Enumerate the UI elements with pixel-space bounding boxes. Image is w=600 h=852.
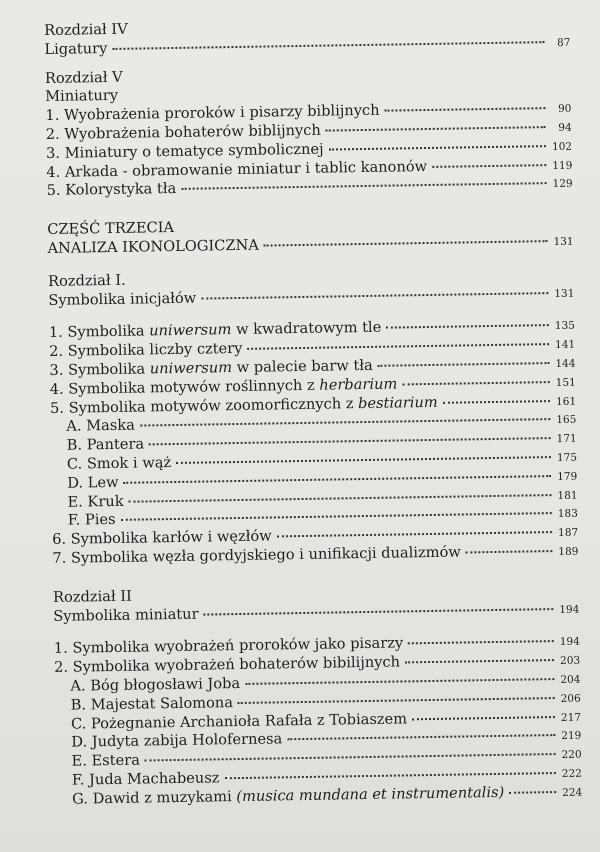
dot-leader xyxy=(386,324,549,329)
entry-label: 3. Miniatury o tematyce symbolicznej xyxy=(45,140,324,162)
entry-label: 2. Symbolika wyobrażeń bohaterów bibilijnych xyxy=(54,653,401,677)
dot-leader xyxy=(247,343,549,350)
dot-leader xyxy=(145,753,556,761)
page-number: 220 xyxy=(561,748,582,762)
entry-label: 4. Arkada - obramowanie miniatur i tablic kanonów xyxy=(46,157,428,181)
page-number: 189 xyxy=(558,545,579,558)
dot-leader xyxy=(238,697,555,704)
page-number: 181 xyxy=(557,489,578,502)
dot-leader xyxy=(112,41,544,50)
page-number: 129 xyxy=(552,178,573,191)
page-number: 135 xyxy=(554,320,575,333)
page-number: 175 xyxy=(556,451,578,464)
chapter-2-heading: Rozdział II xyxy=(52,587,132,606)
page-number: 151 xyxy=(555,376,576,389)
dot-leader xyxy=(149,437,551,445)
chapter-1-title: Symbolika inicjałów xyxy=(48,289,197,309)
page-number: 87 xyxy=(556,36,571,49)
page-number: 206 xyxy=(560,692,581,705)
dot-leader xyxy=(224,772,555,779)
page-number: 194 xyxy=(559,635,580,649)
dot-leader xyxy=(129,494,552,503)
page-number: 194 xyxy=(559,603,580,616)
chapter-5-heading: Rozdział V xyxy=(44,68,123,87)
entry-label: 1. Wyobrażenia proroków i pisarzy biblijnych xyxy=(45,101,380,125)
table-of-contents xyxy=(44,14,582,810)
dot-leader xyxy=(245,678,554,685)
page-number: 171 xyxy=(556,432,577,446)
page-number: 131 xyxy=(553,235,574,248)
entry-label: E. Kruk xyxy=(67,492,124,511)
entry-label: 1. Symbolika wyobrażeń proroków jako pisarzy xyxy=(53,634,404,658)
dot-leader xyxy=(121,512,552,521)
entry-label: F. Pies xyxy=(67,511,116,530)
entry-label: B. Pantera xyxy=(66,435,145,454)
entry-label: D. Lew xyxy=(67,473,119,492)
entry-label: C. Smok i wąż xyxy=(66,453,172,473)
dot-leader xyxy=(402,381,549,385)
chapter-4-title: Ligatury xyxy=(44,39,108,58)
dot-leader xyxy=(385,107,546,112)
page-number: 183 xyxy=(557,508,578,521)
page-number: 144 xyxy=(555,357,576,370)
dot-leader xyxy=(412,716,555,720)
entry-label: 6. Symbolika karłów i węzłów xyxy=(51,527,272,549)
page-number: 217 xyxy=(560,711,582,724)
page-number: 102 xyxy=(551,140,573,153)
page-number: 131 xyxy=(554,287,575,300)
entry-label: 7. Symbolika węzła gordyjskiego i unifikacji dualizmów xyxy=(52,543,461,567)
page-number: 203 xyxy=(560,654,581,668)
entry-label: 5. Symbolika motywów zoomorficznych z bestiarium xyxy=(49,393,438,417)
entry-label: C. Pożegnanie Archanioła Rafała z Tobiaszem xyxy=(70,709,408,733)
page-number: 179 xyxy=(557,470,578,483)
entry-label: 2. Wyobrażenia bohaterów biblijnych xyxy=(45,121,321,143)
dot-leader xyxy=(466,550,553,553)
entry-label: 2. Symbolika liczby cztery xyxy=(49,340,243,361)
entry-label: A. Maska xyxy=(66,416,135,436)
dot-leader xyxy=(432,164,546,168)
page-number: 165 xyxy=(556,414,577,427)
page-number: 204 xyxy=(560,673,581,686)
dot-leader xyxy=(287,734,555,740)
entry-label: 1. Symbolika uniwersum w kwadratowym tle xyxy=(48,319,382,342)
dot-leader xyxy=(509,791,556,794)
dot-leader xyxy=(405,659,554,663)
dot-leader xyxy=(326,126,546,131)
part-3-title: ANALIZA IKONOLOGICZNA xyxy=(47,236,259,257)
dot-leader xyxy=(378,362,550,367)
page-number: 161 xyxy=(555,395,577,408)
chapter-2-title: Symbolika miniatur xyxy=(53,605,199,625)
dot-leader xyxy=(329,145,546,150)
page-number: 90 xyxy=(557,102,572,116)
chapter-5-title: Miniatury xyxy=(45,87,119,106)
dot-leader xyxy=(201,292,548,299)
chapter-1-heading: Rozdział I. xyxy=(47,271,126,290)
entry-label: E. Estera xyxy=(71,751,141,770)
dot-leader xyxy=(443,400,550,404)
dot-leader xyxy=(264,240,548,246)
chapter-4-heading: Rozdział IV xyxy=(44,20,128,39)
dot-leader xyxy=(124,475,552,484)
page-number: 94 xyxy=(558,121,572,134)
dot-leader xyxy=(277,531,552,537)
part-3-heading: CZĘŚĆ TRZECIA xyxy=(47,219,175,239)
page-number: 119 xyxy=(552,159,573,172)
entry-label: 3. Symbolika uniwersum w palecie barw tła xyxy=(49,356,373,379)
entry-label: D. Judyta zabija Holofernesa xyxy=(71,730,283,751)
entry-label: B. Majestat Salomona xyxy=(70,693,234,714)
page-number: 187 xyxy=(557,526,579,540)
page-number: 141 xyxy=(555,338,576,352)
dot-leader xyxy=(181,183,546,191)
page-number: 219 xyxy=(561,729,582,743)
entry-label: F. Juda Machabeusz xyxy=(71,769,220,789)
entry-label: 5. Kolorystyka tła xyxy=(46,180,177,200)
dot-leader xyxy=(408,640,554,644)
entry-label: G. Dawid z muzykami (musica mundana et instrumentalis) xyxy=(72,783,505,808)
entry-label: 4. Symbolika motywów roślinnych z herbarium xyxy=(49,375,398,398)
dot-leader xyxy=(176,456,551,464)
page-number: 222 xyxy=(561,767,583,780)
dot-leader xyxy=(204,608,554,615)
dot-leader xyxy=(140,418,550,426)
page-number: 224 xyxy=(562,786,583,799)
entry-label: A. Bóg błogosławi Joba xyxy=(70,674,241,695)
